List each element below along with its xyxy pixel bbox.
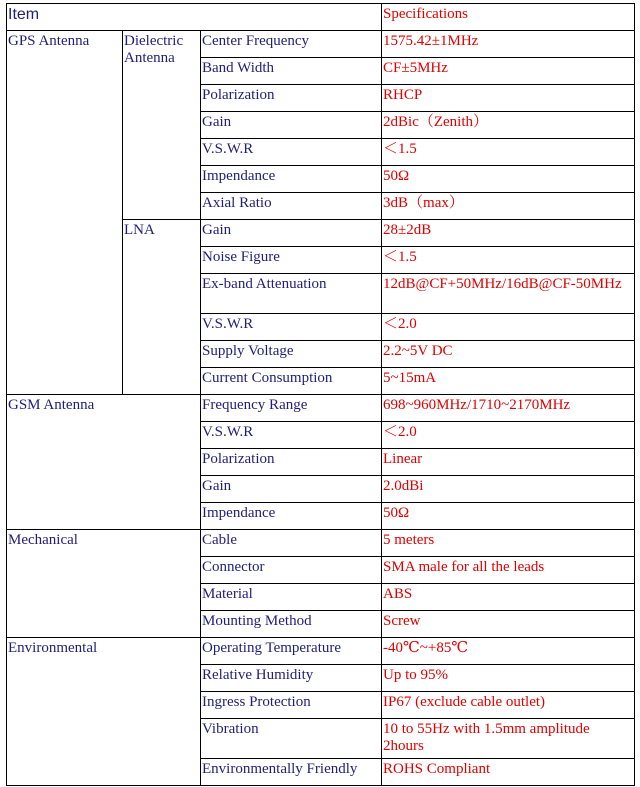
param-cell: V.S.W.R	[201, 314, 382, 341]
header-specifications: Specifications	[382, 4, 635, 31]
param-cell: Ingress Protection	[201, 692, 382, 719]
value-cell: 5 meters	[382, 530, 635, 557]
param-cell: Polarization	[201, 449, 382, 476]
param-cell: Gain	[201, 112, 382, 139]
subgroup-dielectric-antenna: Dielectric Antenna	[123, 31, 201, 220]
value-cell: 50Ω	[382, 166, 635, 193]
param-cell: Mounting Method	[201, 611, 382, 638]
subgroup-lna: LNA	[123, 220, 201, 395]
value-cell: 28±2dB	[382, 220, 635, 247]
param-cell: Noise Figure	[201, 247, 382, 274]
table-header-row	[7, 4, 635, 31]
param-cell: Vibration	[201, 719, 382, 759]
param-cell: Material	[201, 584, 382, 611]
table-row	[7, 638, 635, 665]
value-cell: ROHS Compliant	[382, 759, 635, 786]
param-cell: Impendance	[201, 166, 382, 193]
value-cell: 3dB（max）	[382, 193, 635, 220]
value-cell: -40℃~+85℃	[382, 638, 635, 665]
param-cell: Impendance	[201, 503, 382, 530]
value-cell: ＜2.0	[382, 422, 635, 449]
value-cell: 5~15mA	[382, 368, 635, 395]
param-cell: Polarization	[201, 85, 382, 112]
param-cell: Center Frequency	[201, 31, 382, 58]
value-cell: RHCP	[382, 85, 635, 112]
value-cell: 2dBic（Zenith）	[382, 112, 635, 139]
value-cell: 1575.42±1MHz	[382, 31, 635, 58]
param-cell: Current Consumption	[201, 368, 382, 395]
value-cell: SMA male for all the leads	[382, 557, 635, 584]
param-cell: Environmentally Friendly	[201, 759, 382, 786]
value-cell: 50Ω	[382, 503, 635, 530]
table-row	[7, 31, 635, 58]
value-cell: ABS	[382, 584, 635, 611]
value-cell: 698~960MHz/1710~2170MHz	[382, 395, 635, 422]
value-cell: ＜1.5	[382, 247, 635, 274]
table-row	[7, 395, 635, 422]
param-cell: Connector	[201, 557, 382, 584]
param-cell: Frequency Range	[201, 395, 382, 422]
group-mechanical: Mechanical	[7, 530, 201, 638]
param-cell: Gain	[201, 220, 382, 247]
param-cell: Gain	[201, 476, 382, 503]
value-cell: ＜1.5	[382, 139, 635, 166]
value-cell: Up to 95%	[382, 665, 635, 692]
value-cell: 10 to 55Hz with 1.5mm amplitude 2hours	[382, 719, 635, 759]
group-environmental: Environmental	[7, 638, 201, 786]
param-cell: Supply Voltage	[201, 341, 382, 368]
value-cell: CF±5MHz	[382, 58, 635, 85]
value-cell: Screw	[382, 611, 635, 638]
param-cell: Ex-band Attenuation	[201, 274, 382, 314]
param-cell: Cable	[201, 530, 382, 557]
group-gps-antenna: GPS Antenna	[7, 31, 123, 395]
value-cell: 2.2~5V DC	[382, 341, 635, 368]
param-cell: Band Width	[201, 58, 382, 85]
param-cell: Relative Humidity	[201, 665, 382, 692]
value-cell: ＜2.0	[382, 314, 635, 341]
param-cell: Operating Temperature	[201, 638, 382, 665]
value-cell: Linear	[382, 449, 635, 476]
table-row	[7, 530, 635, 557]
header-item: Item	[7, 4, 382, 31]
value-cell: 2.0dBi	[382, 476, 635, 503]
value-cell: IP67 (exclude cable outlet)	[382, 692, 635, 719]
spec-table	[6, 3, 635, 786]
value-cell: 12dB@CF+50MHz/16dB@CF-50MHz	[382, 274, 635, 314]
param-cell: Axial Ratio	[201, 193, 382, 220]
group-gsm-antenna: GSM Antenna	[7, 395, 201, 530]
param-cell: V.S.W.R	[201, 422, 382, 449]
param-cell: V.S.W.R	[201, 139, 382, 166]
